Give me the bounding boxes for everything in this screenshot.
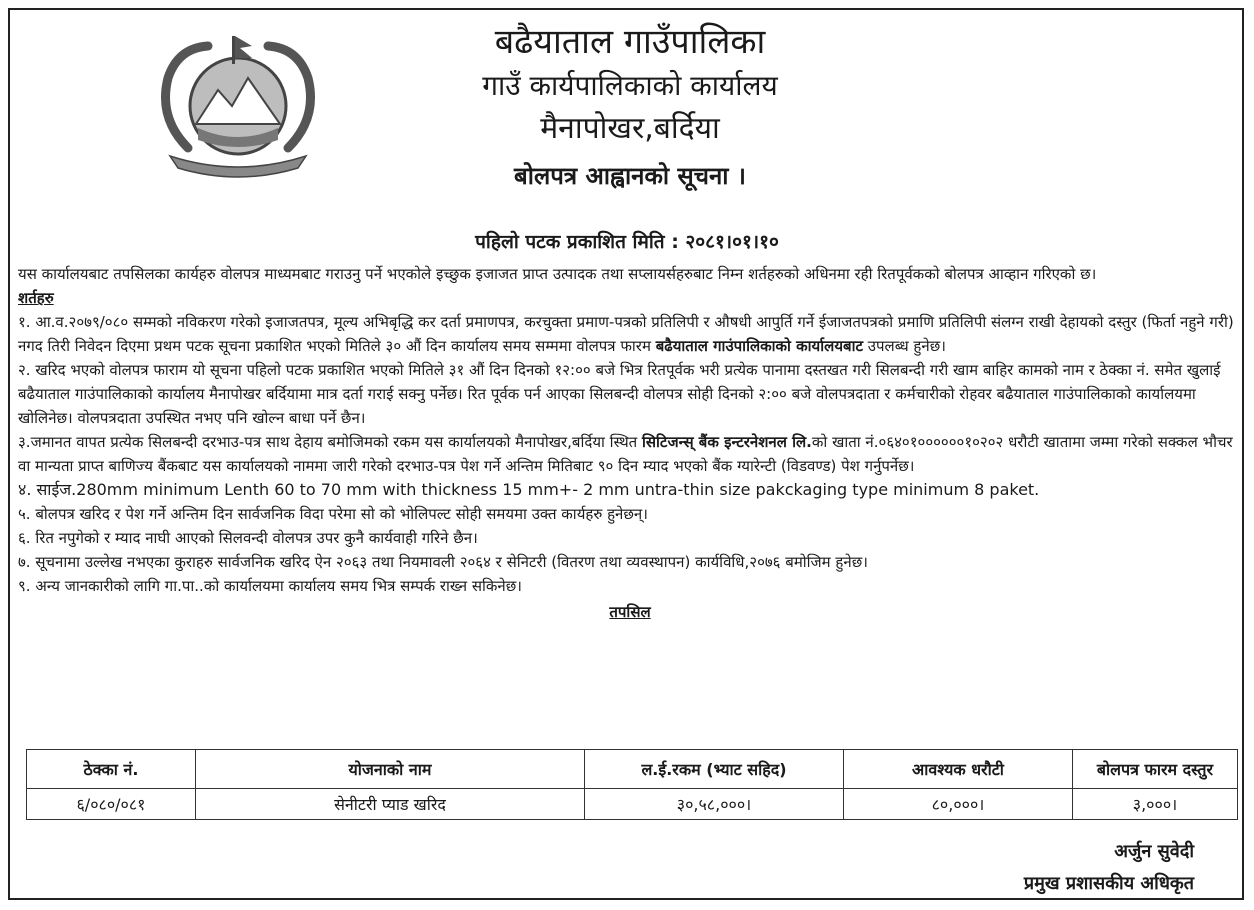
notice-body <box>18 262 1242 624</box>
office-name: गाउँ कार्यपालिकाको कार्यालय <box>482 69 778 102</box>
table-title: तपसिल <box>609 603 651 621</box>
table-cell: ३०,५८,०००। <box>585 789 844 820</box>
office-header <box>330 18 930 194</box>
condition-5: ५. बोलपत्र खरिद र पेश गर्ने अन्तिम दिन सार्वजनिक विदा परेमा सो को भोलिपल्ट सोही समयमा उक्त कार्यहरु हुनेछन्। <box>18 505 648 523</box>
condition-2: २. खरिद भएको वोलपत्र फाराम यो सूचना पहिलो पटक प्रकाशित भएको मितिले ३१ औं दिन दिनको १२:०० बजे भित्र रितपूर्वक भरी प्रत्येक पानामा दस्तखत गरी सिलबन्दी गरी खाम बाहिर कामको नाम र ठेक्का नं. समेत खुलाई बढैयाताल गाउंपालिकाको कार्यालय मैनापोखर बर्दियामा मात्र दर्ता गराई सक्नु पर्नेछ। रित पूर्वक पर्न आएका सिलबन्दी वोलपत्र सोही दिनको २:०० बजे वोलपत्रदाता र कर्मचारीको रोहवर बढैयाताल गाउंपालिकाको कार्यालयमा खोलिनेछ। वोलपत्रदाता उपस्थित नभए पनि खोल्न बाधा पर्ने छैन। <box>18 361 1221 427</box>
signatory-title: प्रमुख प्रशासकीय अधिकृत <box>1023 873 1194 894</box>
table-row <box>27 789 1238 820</box>
notice-title: बोलपत्र आह्वानको सूचना । <box>514 162 746 190</box>
condition-1: १. आ.व.२०७९/०८० सम्मको नविकरण गरेको इजाजतपत्र, मूल्य अभिबृद्धि कर दर्ता प्रमाणपत्र, करचुक्ता प्रमाण-पत्रको प्रतिलिपी र औषधी आपुर्ति गर्ने ईजाजतपत्रको प्रमाणि प्रतिलिपी संलग्न राखी देहायको दस्तुर (फिर्ता नहुने गरी) नगद तिरी निवेदन दिएमा प्रथम पटक सूचना प्रकाशित भएको मितिले ३० औं दिन कार्यालय समय सम्ममा वोलपत्र फारम बढैयाताल गाउंपालिकाको कार्यालयबाट उपलब्ध हुनेछ। <box>18 313 1234 355</box>
office-location: मैनापोखर,बर्दिया <box>540 111 720 146</box>
condition-7: ७. सूचनामा उल्लेख नभएका कुराहरु सार्वजनिक खरिद ऐन २०६३ तथा नियमावली २०६४ र सेनिटरी (वितरण तथा व्यवस्थापन) कार्यविधि,२०७६ बमोजिम हुनेछ। <box>18 553 868 571</box>
signatory-name: अर्जुन सुवेदी <box>1114 841 1194 862</box>
intro-paragraph: यस कार्यालयबाट तपसिलका कार्यहरु वोलपत्र माध्यमबाट गराउनु पर्ने भएकोले इच्छुक इजाजत प्राप्त उत्पादक तथा सप्लायर्सहरुबाट निम्न शर्तहरुको अधिनमा रही रितपूर्वकको बोलपत्र आव्हान गरिएको छ। <box>18 265 1097 283</box>
table-header: बोलपत्र फारम दस्तुर <box>1073 750 1238 789</box>
condition-9: ९. अन्य जानकारीको लागि गा.पा..को कार्यालयमा कार्यालय समय भित्र सम्पर्क राख्न सकिनेछ। <box>18 577 522 595</box>
table-header: ठेक्का नं. <box>27 750 196 789</box>
signature-block <box>1024 836 1194 900</box>
table-header: योजनाको नाम <box>196 750 585 789</box>
condition-6: ६. रित नपुगेको र म्याद नाघी आएको सिलवन्दी वोलपत्र उपर कुनै कार्यवाही गरिने छैन। <box>18 529 478 547</box>
table-header: आवश्यक धरौटी <box>844 750 1073 789</box>
table-cell: ३,०००। <box>1073 789 1238 820</box>
government-emblem-icon <box>148 28 328 186</box>
condition-3: ३.जमानत वापत प्रत्येक सिलबन्दी दरभाउ-पत्र साथ देहाय बमोजिमको रकम यस कार्यालयको मैनापोखर,बर्दिया स्थित सिटिजन्स् बैंक इन्टरनेशनल लि.को खाता नं.०६४०१००००००१०२०२ धरौटी खातामा जम्मा गरेको सक्कल भौचर वा मान्यता प्राप्त बाणिज्य बैंकबाट यस कार्यालयको नाममा जारी गरेको दरभाउ-पत्र पेश गर्ने अन्तिम मितिबाट ९० दिन म्याद भएको बैंक ग्यारेन्टी (विडवण्ड) पेश गर्नुपर्नेछ। <box>18 433 1233 475</box>
published-date: पहिलो पटक प्रकाशित मिति : २०८१।०१।१० <box>475 231 779 253</box>
municipality-name: बढैयाताल गाउँपालिका <box>494 22 766 62</box>
table-header: ल.ई.रकम (भ्याट सहिद) <box>585 750 844 789</box>
table-header-row <box>27 750 1238 789</box>
table-cell: ८०,०००। <box>844 789 1073 820</box>
conditions-heading: शर्तहरु <box>18 289 54 307</box>
details-table <box>26 749 1238 820</box>
table-cell: सेनीटरी प्याड खरिद <box>196 789 585 820</box>
condition-4: ४. साईज.280mm minimum Lenth 60 to 70 mm with thickness 15 mm+- 2 mm untra-thin size pakckaging type minimum 8 paket. <box>18 480 1040 499</box>
table-cell: ६/०८०/०८१ <box>27 789 196 820</box>
